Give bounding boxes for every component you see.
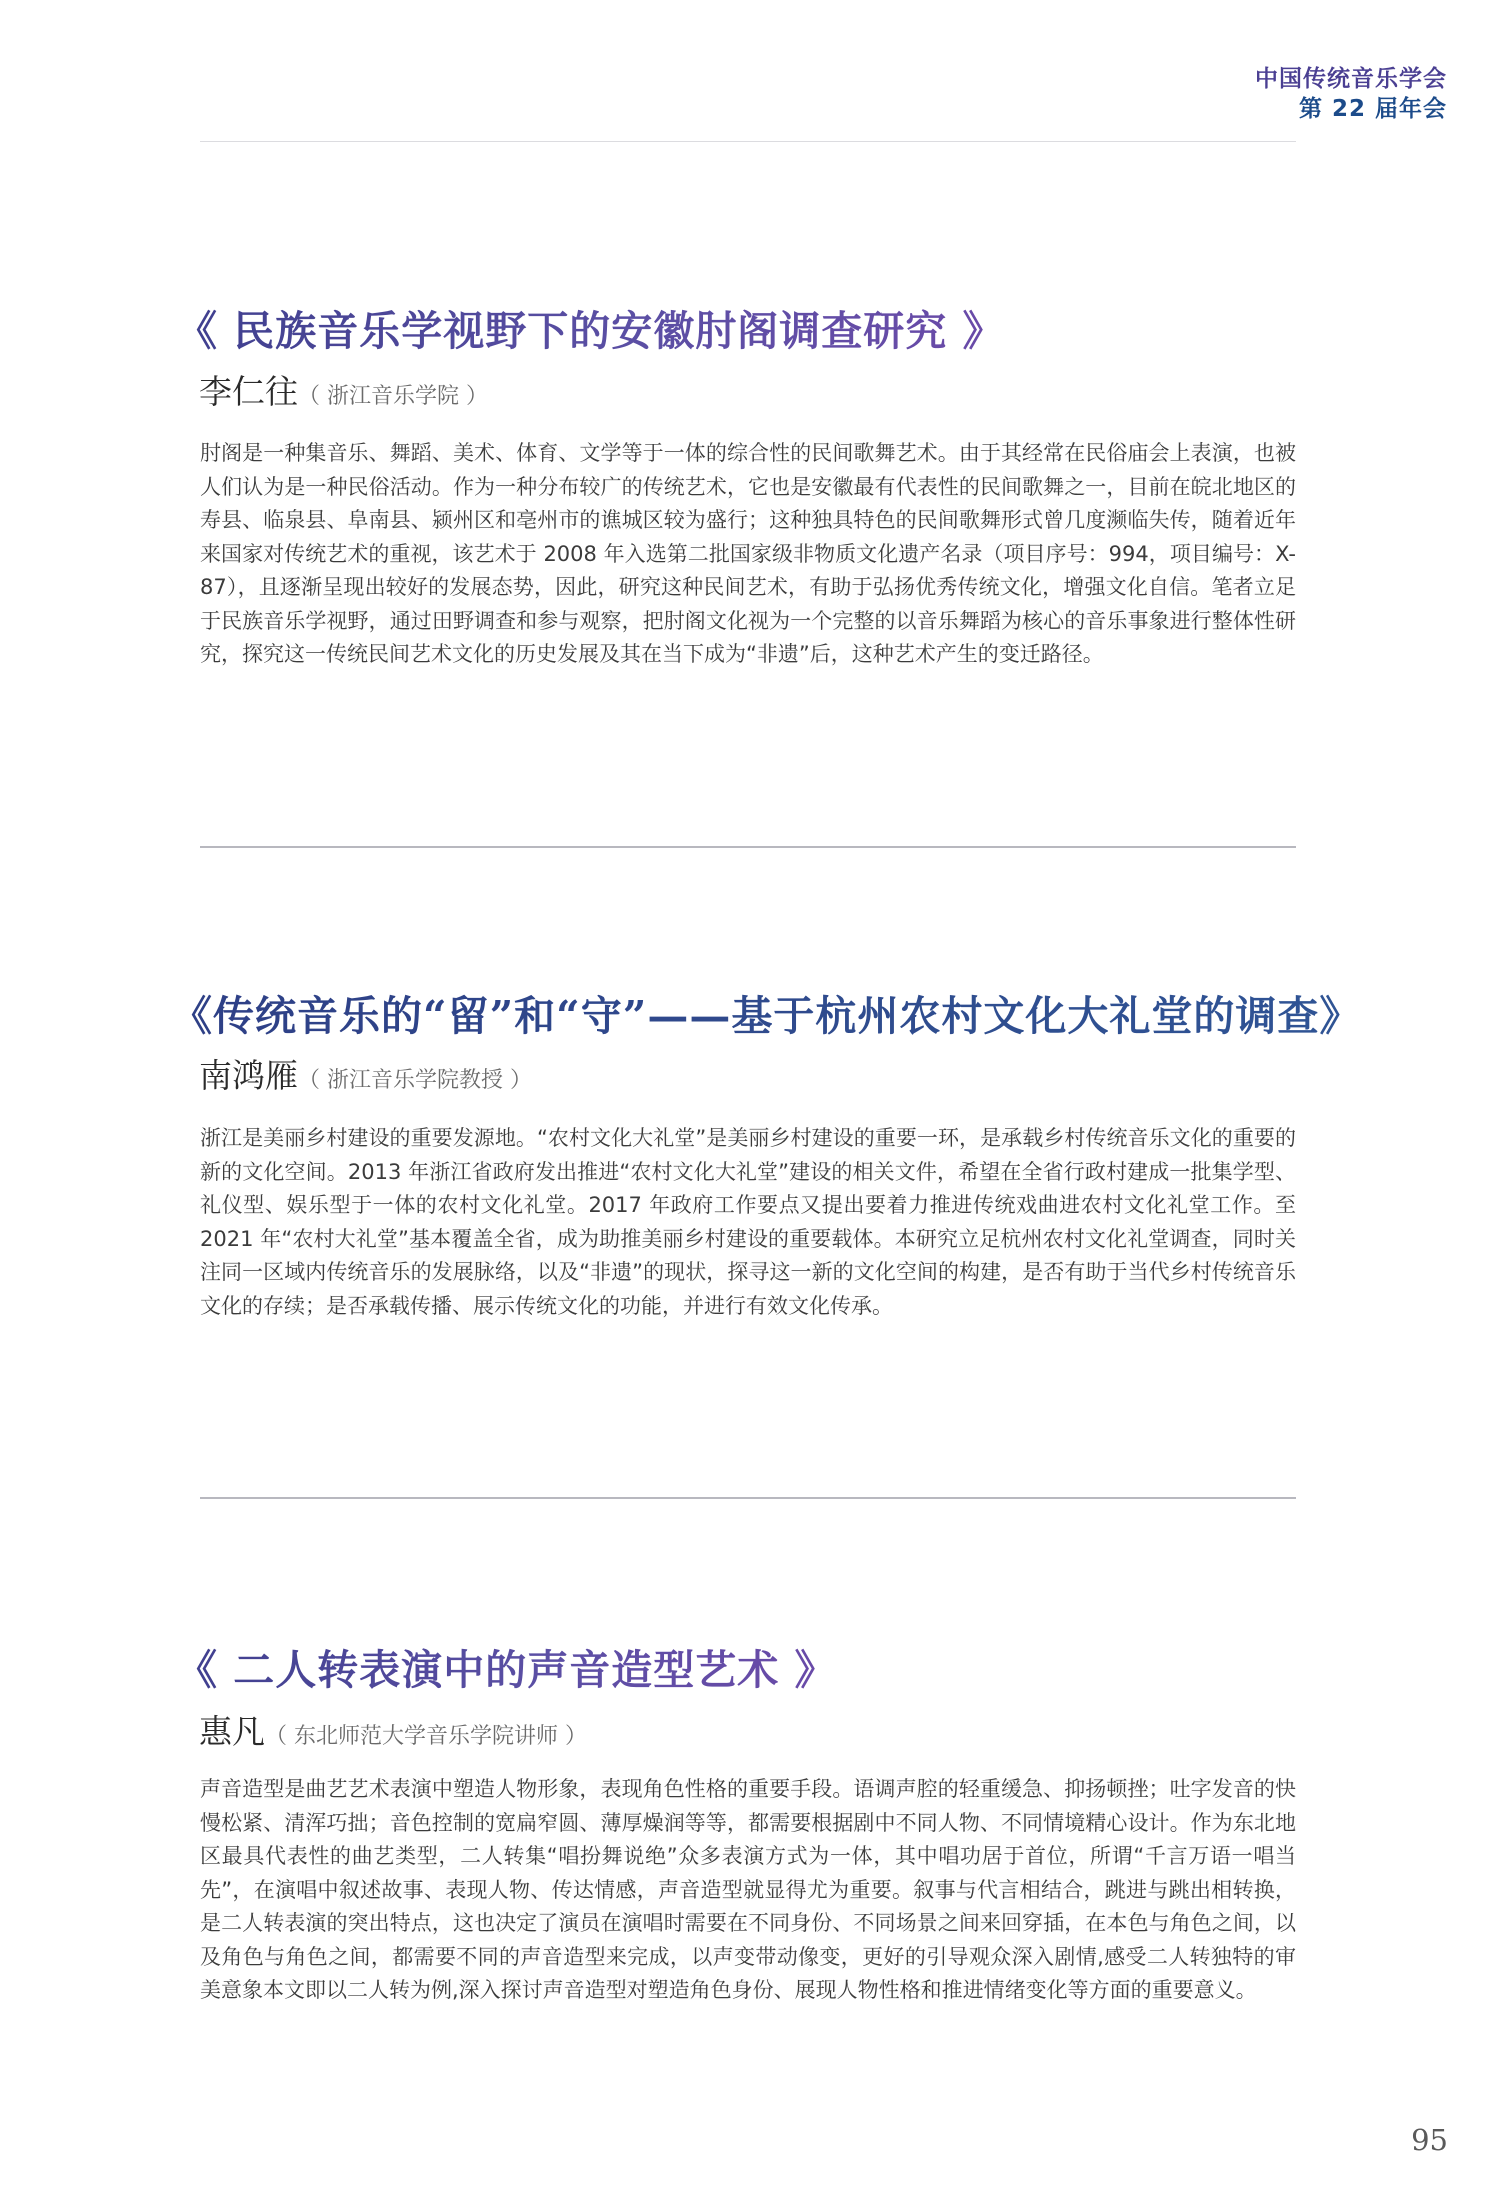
author-affiliation: （ 浙江音乐学院 ） bbox=[298, 384, 488, 409]
article-title: 《 二人转表演中的声音造型艺术 》 bbox=[176, 1637, 837, 1696]
page-number: 95 bbox=[1411, 2123, 1448, 2157]
article-abstract: 肘阁是一种集音乐、舞蹈、美术、体育、文学等于一体的综合性的民间歌舞艺术。由于其经常在民俗庙会上表演，也被人们认为是一种民俗活动。作为一种分布较广的传统艺术，它也是安徽最有代表性的民间歌舞之一，目前在皖北地区的寿县、临泉县、阜南县、颍州区和亳州市的谯城区较为盛行；这种独具特色的民间歌舞形式曾几度濒临失传，随着近年来国家对传统艺术的重视，该艺术于 2008 年入选第二批国家级非物质文化遗产名录（项目序号：994，项目编号：X-87），且逐渐呈现出较好的发展态势，因此，研究这种民间艺术，有助于弘扬优秀传统文化，增强文化自信。笔者立足于民族音乐学视野，通过田野调查和参与观察，把肘阁文化视为一个完整的以音乐舞蹈为核心的音乐事象进行整体性研究，探究这一传统民间艺术文化的历史发展及其在当下成为“非遗”后，这种艺术产生的变迁路径。 bbox=[200, 441, 1296, 666]
article-divider bbox=[200, 1497, 1296, 1499]
conference-header bbox=[1255, 64, 1447, 124]
article-author-line bbox=[199, 366, 488, 413]
article-author-line bbox=[199, 1050, 532, 1097]
article-author-line bbox=[199, 1706, 587, 1753]
author-name: 惠凡 bbox=[199, 1712, 265, 1751]
conference-name: 中国传统音乐学会 bbox=[1255, 66, 1447, 92]
article-abstract: 浙江是美丽乡村建设的重要发源地。“农村文化大礼堂”是美丽乡村建设的重要一环，是承载乡村传统音乐文化的重要的新的文化空间。2013 年浙江省政府发出推进“农村文化大礼堂”建设的相关文件，希望在全省行政村建成一批集学型、礼仪型、娱乐型于一体的农村文化礼堂。2017 年政府工作要点又提出要着力推进传统戏曲进农村文化礼堂工作。至 2021 年“农村大礼堂”基本覆盖全省，成为助推美丽乡村建设的重要载体。本研究立足杭州农村文化礼堂调查，同时关注同一区域内传统音乐的发展脉络，以及“非遗”的现状，探寻这一新的文化空间的构建，是否有助于当代乡村传统音乐文化的存续；是否承载传播、展示传统文化的功能，并进行有效文化传承。 bbox=[200, 1126, 1296, 1318]
author-affiliation: （ 东北师范大学音乐学院讲师 ） bbox=[265, 1724, 587, 1749]
article-divider bbox=[200, 846, 1296, 848]
conference-session: 第 22 届年会 bbox=[1298, 96, 1447, 122]
article-title: 《传统音乐的“留”和“守”——基于杭州农村文化大礼堂的调查》 bbox=[171, 983, 1361, 1042]
author-affiliation: （ 浙江音乐学院教授 ） bbox=[298, 1068, 532, 1093]
author-name: 李仁往 bbox=[199, 372, 298, 411]
article-abstract: 声音造型是曲艺艺术表演中塑造人物形象，表现角色性格的重要手段。语调声腔的轻重缓急、抑扬顿挫；吐字发音的快慢松紧、清浑巧拙；音色控制的宽扁窄圆、薄厚燥润等等，都需要根据剧中不同人物、不同情境精心设计。作为东北地区最具代表性的曲艺类型，二人转集“唱扮舞说绝”众多表演方式为一体，其中唱功居于首位，所谓“千言万语一唱当先”，在演唱中叙述故事、表现人物、传达情感，声音造型就显得尤为重要。叙事与代言相结合，跳进与跳出相转换，是二人转表演的突出特点，这也决定了演员在演唱时需要在不同身份、不同场景之间来回穿插，在本色与角色之间，以及角色与角色之间，都需要不同的声音造型来完成，以声变带动像变，更好的引导观众深入剧情,感受二人转独特的审美意象本文即以二人转为例,深入探讨声音造型对塑造角色身份、展现人物性格和推进情绪变化等方面的重要意义。 bbox=[200, 1777, 1296, 2002]
article-title: 《 民族音乐学视野下的安徽肘阁调查研究 》 bbox=[176, 298, 1005, 357]
header-divider bbox=[200, 141, 1296, 142]
author-name: 南鸿雁 bbox=[199, 1056, 298, 1095]
